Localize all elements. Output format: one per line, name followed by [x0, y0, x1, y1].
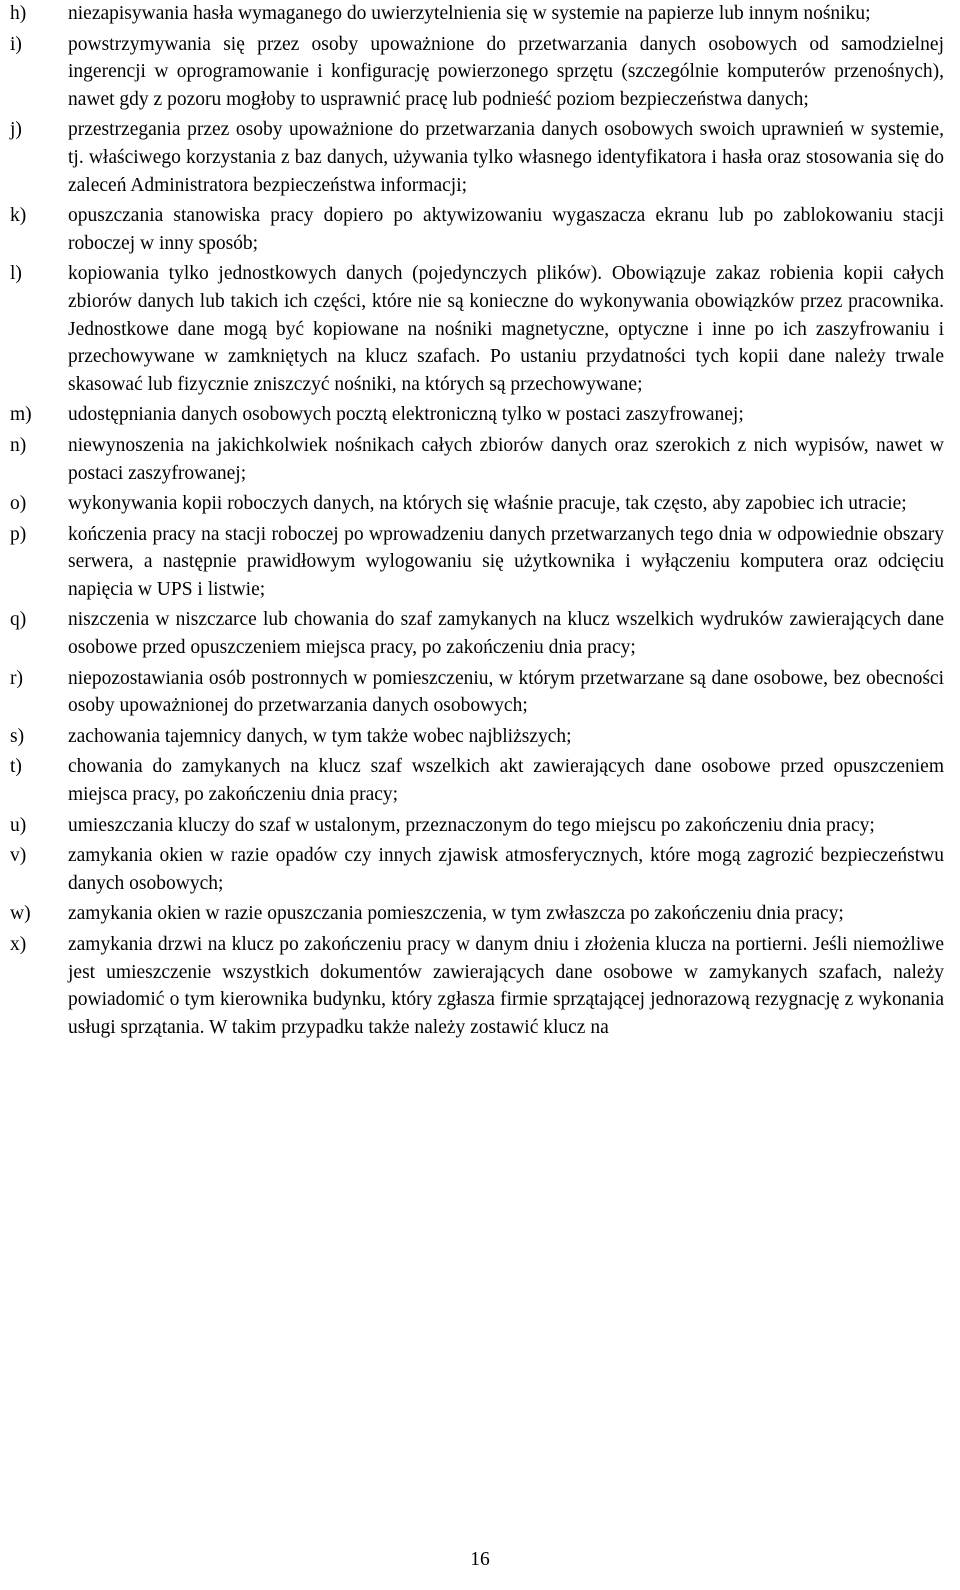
list-item-text: opuszczania stanowiska pracy dopiero po aktywizowaniu wygaszacza ekranu lub po zablokowaniu stacji roboczej w inny sposób; — [68, 205, 944, 254]
list-item-text: zamykania okien w razie opuszczania pomieszczenia, w tym zwłaszcza po zakończeniu dnia pracy; — [68, 903, 844, 925]
list-item-text: przestrzegania przez osoby upoważnione do przetwarzania danych osobowych swoich uprawnień w systemie, tj. właściwego korzystania z baz danych, używania tylko własnego identyfikatora i hasła oraz stosowania się do zaleceń Administratora bezpieczeństwa informacji; — [68, 119, 944, 196]
list-item-text: umieszczania kluczy do szaf w ustalonym, przeznaczonym do tego miejscu po zakończeniu dnia pracy; — [68, 814, 875, 836]
list-item — [10, 753, 944, 808]
list-marker: h) — [10, 3, 27, 24]
list-item-text: niepozostawiania osób postronnych w pomieszczeniu, w którym przetwarzane są dane osobowe, bez obecności osoby upoważnionej do przetwarzania danych osobowych; — [68, 667, 944, 717]
list-item-text: powstrzymywania się przez osoby upoważnione do przetwarzania danych osobowych od samodzielnej ingerencji w oprogramowanie i konfigurację powierzonego sprzętu (szczególnie komputerów przenośnych), nawet gdy z pozoru mogłoby to usprawnić pracę lub podnieść poziom bezpieczeństwa danych; — [68, 33, 944, 110]
list-item-text: niewynoszenia na jakichkolwiek nośnikach całych zbiorów danych oraz szerokich z nich wypisów, nawet w postaci zaszyfrowanej; — [68, 434, 944, 484]
list-item — [10, 490, 944, 518]
list-item-text: chowania do zamykanych na klucz szaf wszelkich akt zawierających dane osobowe przed opuszczeniem miejsca pracy, po zakończeniu dnia pracy; — [68, 756, 944, 806]
list-item — [10, 202, 944, 257]
list-item-text: kopiowania tylko jednostkowych danych (pojedynczych plików). Obowiązuje zakaz robienia kopii całych zbiorów danych lub takich ich części, które nie są konieczne do wykonywania obowiązków przez pracownika. Jednostkowe dane mogą być kopiowane na nośniki magnetyczne, optyczne i inne po ich zaszyfrowaniu i przechowywane w zamkniętych na klucz szafach. Po ustaniu przydatności tych kopii dane należy trwale skasować lub fizycznie zniszczyć nośniki, na których są przechowywane; — [68, 263, 944, 395]
list-item-text: niszczenia w niszczarce lub chowania do szaf zamykanych na klucz wszelkich wydruków zawierających dane osobowe przed opuszczeniem miejsca pracy, po zakończeniu dnia pracy; — [68, 609, 944, 659]
list-marker: r) — [10, 667, 23, 689]
list-marker: w) — [10, 903, 31, 925]
list-marker: q) — [10, 609, 27, 631]
list-item — [10, 260, 944, 398]
list-item — [10, 931, 944, 1041]
list-item — [10, 812, 944, 840]
list-item-text: zachowania tajemnicy danych, w tym także wobec najbliższych; — [68, 725, 572, 747]
list-item — [10, 723, 944, 751]
list-item — [10, 521, 944, 604]
list-item — [10, 900, 944, 928]
list-item-text: kończenia pracy na stacji roboczej po wprowadzeniu danych przetwarzanych tego dnia w odpowiednie obszary serwera, a następnie prawidłowym wylogowaniu się użytkownika i wyłączeniu komputera oraz odcięciu napięcia w UPS i listwie; — [68, 523, 944, 600]
list-marker: o) — [10, 493, 27, 515]
list-item-text: udostępniania danych osobowych pocztą elektroniczną tylko w postaci zaszyfrowanej; — [68, 404, 744, 426]
list-item-text: wykonywania kopii roboczych danych, na których się właśnie pracuje, tak często, aby zapobiec ich utracie; — [68, 493, 907, 515]
list-marker: t) — [10, 756, 22, 778]
list-item — [10, 432, 944, 487]
list-marker: l) — [10, 263, 22, 285]
list-marker: m) — [10, 404, 32, 426]
list-item — [10, 31, 944, 114]
list-marker: p) — [10, 523, 27, 545]
obligations-list — [10, 0, 944, 1044]
list-item-text: zamykania okien w razie opadów czy innych zjawisk atmosferycznych, które mogą zagrozić bezpieczeństwu danych osobowych; — [68, 845, 944, 894]
list-marker: v) — [10, 845, 27, 867]
list-marker: n) — [10, 434, 27, 456]
list-item — [10, 606, 944, 661]
list-marker: k) — [10, 205, 27, 227]
list-marker: j) — [10, 119, 22, 141]
list-item — [10, 401, 944, 429]
list-item-text: niezapisywania hasła wymaganego do uwierzytelnienia się w systemie na papierze lub innym nośniku; — [68, 3, 871, 24]
list-marker: s) — [10, 725, 25, 747]
list-item — [10, 116, 944, 199]
list-marker: i) — [10, 33, 22, 55]
list-item-text: zamykania drzwi na klucz po zakończeniu pracy w danym dniu i złożenia klucza na portierni. Jeśli niemożliwe jest umieszczenie wszystkich dokumentów zawierających dane osobowe w zamykanych szafach, należy powiadomić o tym kierownika budynku, który zgłasza firmie sprzątającej jednorazową rezygnację z wykonania usługi sprzątania. W takim przypadku także należy zostawić klucz na — [68, 934, 944, 1038]
page-number: 16 — [470, 1549, 490, 1570]
list-marker: x) — [10, 934, 27, 955]
list-item — [10, 842, 944, 897]
list-item — [10, 665, 944, 720]
list-marker: u) — [10, 814, 27, 836]
list-item — [10, 0, 944, 28]
